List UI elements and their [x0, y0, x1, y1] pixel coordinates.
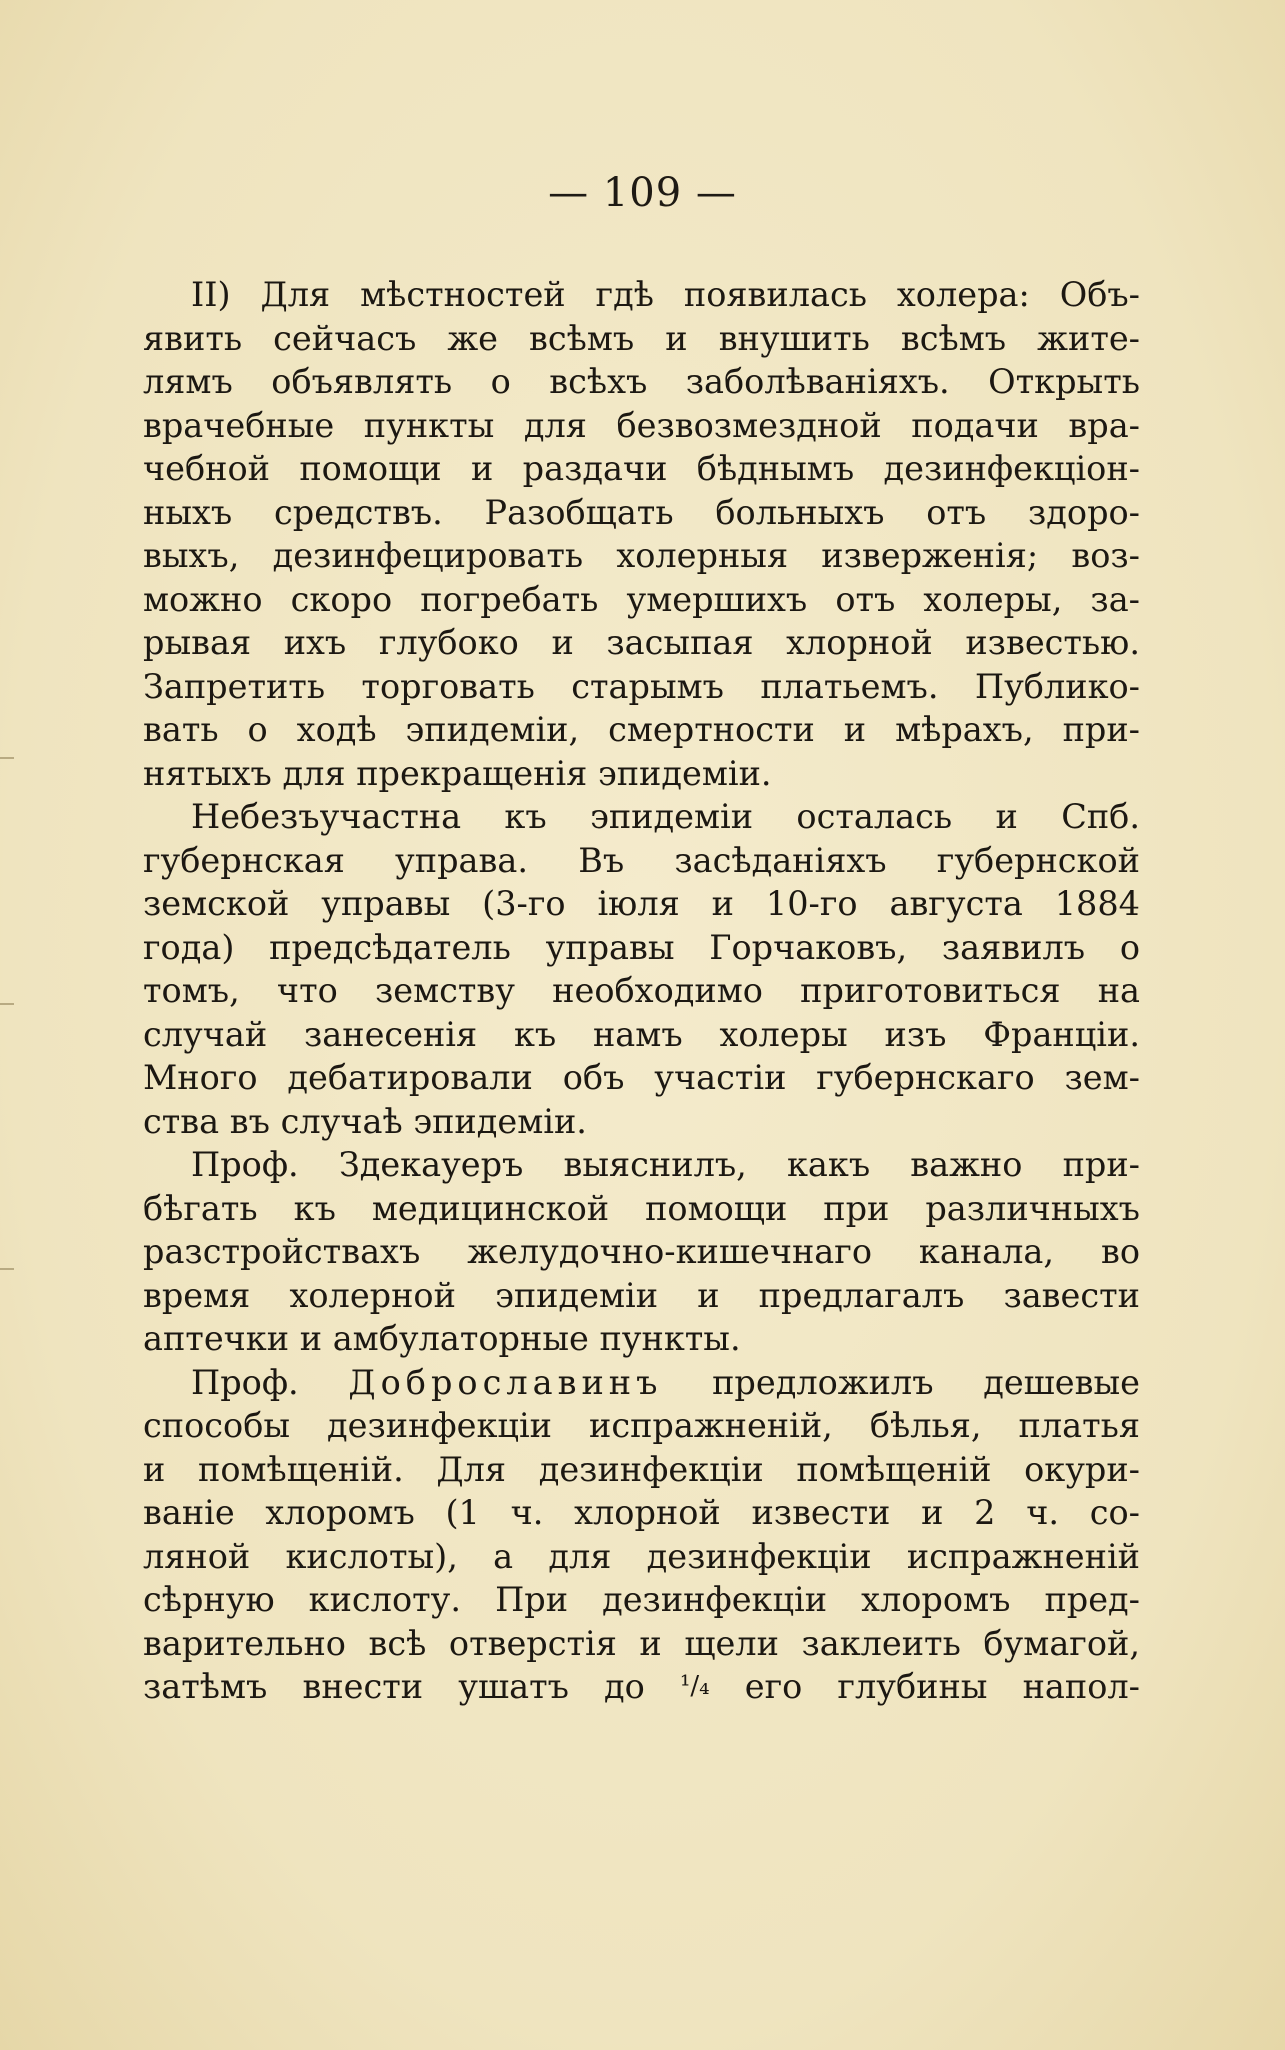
- text-line: время холерной эпидеміи и предлагалъ завести: [143, 1275, 1140, 1315]
- margin-mark: [0, 1003, 14, 1005]
- text-line: II) Для мѣстностей гдѣ появилась холера: Объ-: [191, 275, 1140, 314]
- text-line: вать о ходѣ эпидеміи, смертности и мѣрахъ, при-: [143, 710, 1140, 749]
- text-line: нятыхъ для прекращенія эпидеміи.: [143, 753, 772, 793]
- text-line: томъ, что земству необходимо приготовиться на: [143, 971, 1140, 1010]
- text-fragment: предложилъ дешевые: [712, 1362, 1140, 1402]
- text-line: Проф. Здекауеръ выяснилъ, какъ важно при-: [191, 1145, 1140, 1184]
- paragraph-cholera-measures: [143, 273, 1140, 795]
- text-line: чебной помощи и раздачи бѣднымъ дезинфекціон-: [143, 449, 1140, 488]
- text-fragment: его глубины напол-: [744, 1667, 1140, 1706]
- text-line: выхъ, дезинфецировать холерныя изверженія; воз-: [143, 536, 1140, 575]
- body-text: [143, 273, 1140, 1709]
- text-line: губернская управа. Въ засѣданіяхъ губернской: [143, 840, 1140, 880]
- text-line: рывая ихъ глубоко и засыпая хлорной известью.: [143, 623, 1140, 662]
- text-line: года) предсѣдатель управы Горчаковъ, заявилъ о: [143, 927, 1140, 967]
- text-line: явить сейчасъ же всѣмъ и внушить всѣмъ жите-: [143, 318, 1140, 358]
- text-line: Запретить торговать старымъ платьемъ. Публико-: [143, 666, 1140, 706]
- text-line: врачебные пункты для безвозмездной подачи вра-: [143, 405, 1140, 445]
- text-fragment: Проф.: [191, 1362, 299, 1402]
- text-line: и помѣщеній. Для дезинфекціи помѣщеній окури-: [143, 1449, 1140, 1489]
- text-line: [143, 1361, 1140, 1405]
- margin-mark: [0, 1268, 14, 1270]
- text-line: Много дебатировали объ участіи губернскаго зем-: [143, 1058, 1140, 1097]
- text-line: ства въ случаѣ эпидеміи.: [143, 1101, 587, 1141]
- text-line: можно скоро погребать умершихъ отъ холеры, за-: [143, 579, 1140, 619]
- text-fragment: затѣмъ внести ушатъ до: [143, 1667, 645, 1706]
- text-line: случай занесенія къ намъ холеры изъ Франціи.: [143, 1014, 1140, 1054]
- text-line: сѣрную кислоту. При дезинфекціи хлоромъ пред-: [143, 1580, 1140, 1619]
- text-line: Небезъучастна къ эпидеміи осталась и Спб.: [191, 797, 1140, 836]
- text-line: аптечки и амбулаторные пункты.: [143, 1319, 741, 1358]
- paragraph-zdekauer: [143, 1143, 1140, 1361]
- text-line: варительно всѣ отверстія и щели заклеить бумагой,: [143, 1623, 1140, 1663]
- text-line: ваніе хлоромъ (1 ч. хлорной извести и 2 ч. со-: [143, 1493, 1140, 1532]
- margin-mark: [0, 757, 14, 759]
- fraction: ¹/₄: [680, 1671, 710, 1701]
- author-name-spaced: Доброславинъ: [348, 1362, 663, 1402]
- text-line: ляной кислоты), а для дезинфекціи испражненій: [143, 1536, 1140, 1576]
- text-line: [143, 1665, 1140, 1709]
- text-line: ныхъ средствъ. Разобщать больныхъ отъ здоро-: [143, 492, 1140, 532]
- text-line: разстройствахъ желудочно-кишечнаго канала, во: [143, 1232, 1140, 1271]
- text-line: лямъ объявлять о всѣхъ заболѣваніяхъ. Открыть: [143, 362, 1140, 401]
- page-number: — 109 —: [548, 170, 737, 216]
- paragraph-gubernia-board: [143, 795, 1140, 1143]
- text-line: земской управы (3-го іюля и 10-го августа 1884: [143, 884, 1140, 923]
- text-line: бѣгать къ медицинской помощи при различныхъ: [143, 1188, 1140, 1228]
- paragraph-dobroslavin: [143, 1361, 1140, 1709]
- text-line: способы дезинфекціи испражненій, бѣлья, платья: [143, 1406, 1140, 1445]
